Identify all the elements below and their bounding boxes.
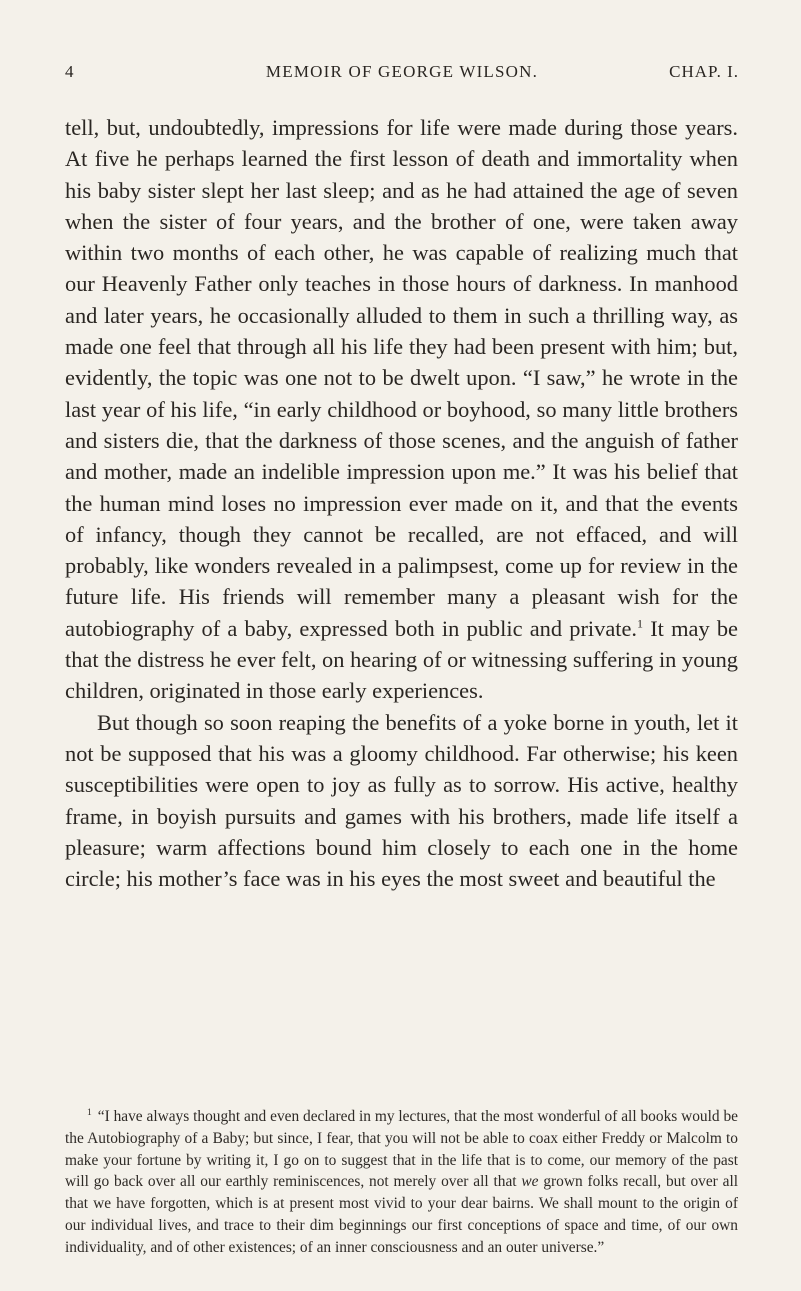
footnote-text: “I have always thought and even declared in my lectures, that the most wonderful of all books would be the Autobiography of a Baby; but since, I fear, that you will not be able to coax either Freddy or Malcolm to make your fortune by writing it, I go on to suggest that in the life that is to come, our memory of the past will go back over all our earthly reminiscences, not merely over all that: [65, 1108, 738, 1191]
body-text: [65, 112, 738, 894]
paragraph: But though so soon reaping the benefits of a yoke borne in youth, let it not be supposed that his was a gloomy childhood. Far otherwise; his keen susceptibilities were open to joy as fully as to sorrow. His active, healthy frame, in boyish pursuits and games with his brothers, made life itself a pleasure; warm affections bound him closely to each one in the home circle; his mother’s face was in his eyes the most sweet and beautiful the: [65, 709, 738, 892]
footnote-text: grown folks recall, but over all that we have forgotten, which is at present most vivid to your dear bairns. We shall mount to the origin of our individual lives, and trace to their dim beginnings our first conceptions of space and time, of our own individuality, and of other existences; of an inner consciousness and an outer universe.”: [65, 1173, 739, 1256]
footnote-reference: 1: [637, 616, 644, 631]
book-title: MEMOIR OF GEORGE WILSON.: [265, 62, 539, 81]
footnote-emphasis: we: [521, 1173, 539, 1191]
paragraph-continued: [65, 112, 738, 707]
running-head: [65, 62, 739, 86]
chapter-label: CHAP. I.: [669, 62, 739, 81]
footnote: [65, 1106, 738, 1259]
page-number: 4: [65, 62, 74, 81]
paragraph-text: It may be that the distress he ever felt, on hearing of or witnessing suffering in young children, originated in those early experiences.: [65, 615, 738, 704]
footnote-marker: 1: [87, 1107, 92, 1118]
paragraph-text: tell, but, undoubtedly, impressions for life were made during those years. At five he perhaps learned the first lesson of death and immortality when his baby sister slept her last sleep; and as he had attained the age of seven when the sister of four years, and the brother of one, were taken away within two months of each other, he was capable of realizing much that our Heavenly Father only teaches in those hours of darkness. In manhood and later years, he occasionally alluded to them in such a thrilling way, as made one feel that through all his life they had been present with him; but, evidently, the topic was one not to be dwelt upon. “I saw,” he wrote in the last year of his life, “in early childhood or boyhood, so many little brothers and sisters die, that the darkness of those scenes, and the anguish of father and mother, made an indelible impression upon me.” It was his belief that the human mind loses no impression ever made on it, and that the events of infancy, though they cannot be recalled, are not effaced, and will probably, like wonders revealed in a palimpsest, come up for review in the future life. His friends will remember many a pleasant wish for the autobiography of a baby, expressed both in public and private.: [65, 115, 738, 641]
